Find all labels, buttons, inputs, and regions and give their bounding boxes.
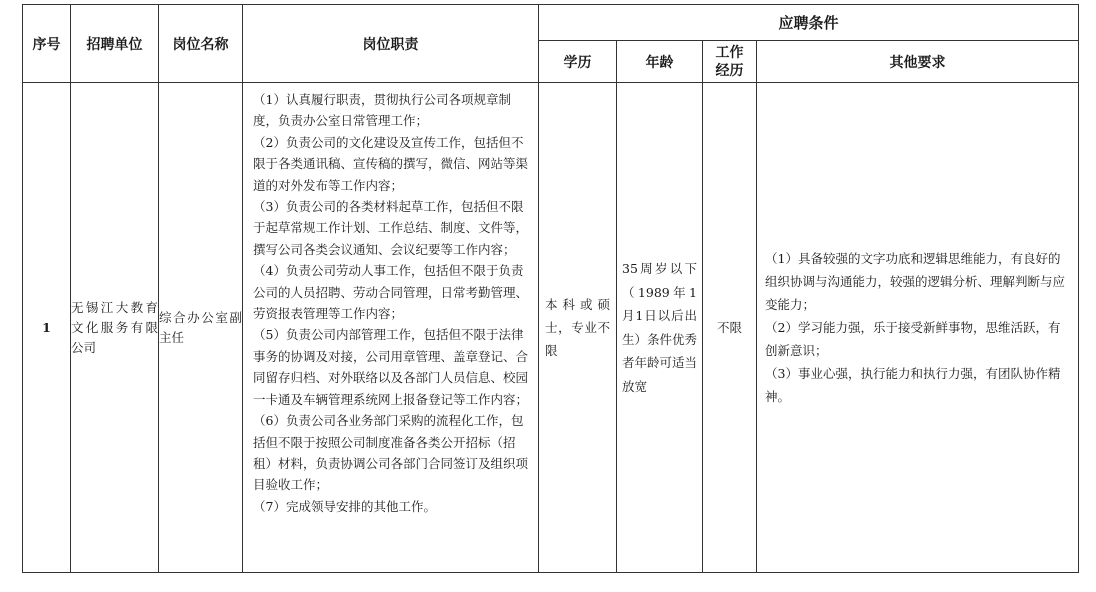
row-index: 1: [23, 83, 71, 573]
other-item: （1）具备较强的文字功底和逻辑思维能力，有良好的组织协调与沟通能力，较强的逻辑分析、理解判断与应变能力；: [765, 251, 1066, 312]
job-table-frame: [22, 4, 1079, 573]
row-duties-cell: [243, 83, 539, 573]
job-posting-table: [22, 4, 1079, 573]
header-index: 序号: [23, 5, 71, 83]
row-other-cell: [757, 83, 1079, 573]
other-requirements-list: [757, 247, 1078, 408]
header-duties: 岗位职责: [243, 5, 539, 83]
header-position: 岗位名称: [159, 5, 243, 83]
header-unit: 招聘单位: [71, 5, 159, 83]
header-other: 其他要求: [757, 41, 1079, 83]
duty-item: （2）负责公司的文化建设及宣传工作，包括但不限于各类通讯稿、宣传稿的撰写，微信、网站等渠道的对外发布等工作内容；: [253, 134, 529, 193]
duty-item: （3）负责公司的各类材料起草工作，包括但不限于起草常规工作计划、工作总结、制度、文件等，撰写公司各类会议通知、会议纪要等工作内容；: [253, 199, 529, 257]
duty-item: （7）完成领导安排的其他工作。: [253, 498, 436, 514]
row-position: 综合办公室副主任: [159, 83, 243, 573]
row-age: 35周岁以下（1989年1月1日以后出生）条件优秀者年龄可适当放宽: [622, 261, 698, 394]
header-education: 学历: [539, 41, 617, 83]
header-experience: 工作经历: [703, 41, 757, 83]
row-unit: 无锡江大教育文化服务有限公司: [71, 83, 159, 573]
header-age: 年龄: [617, 41, 703, 83]
row-education-cell: [539, 83, 617, 573]
table-row: [23, 83, 1079, 573]
duty-item: （1）认真履行职责，贯彻执行公司各项规章制度，负责办公室日常管理工作；: [253, 92, 511, 129]
row-experience: 不限: [703, 83, 757, 573]
duty-item: （4）负责公司劳动人事工作，包括但不限于负责公司的人员招聘、劳动合同管理，日常考勤管理、劳资报表管理等工作内容；: [253, 263, 529, 322]
row-education: 本科或硕士，专业不限: [545, 297, 610, 358]
header-conditions: 应聘条件: [539, 5, 1079, 41]
row-age-cell: [617, 83, 703, 573]
duties-list: [243, 83, 538, 517]
other-item: （3）事业心强，执行能力和执行力强，有团队协作精神。: [765, 366, 1061, 404]
duty-item: （6）负责公司各业务部门采购的流程化工作，包括但不限于按照公司制度准备各类公开招标（招租）材料，负责协调公司各部门合同签订及组织项目验收工作；: [253, 413, 529, 493]
duty-item: （5）负责公司内部管理工作，包括但不限于法律事务的协调及对接，公司用章管理、盖章登记、合同留存归档、对外联络以及各部门人员信息、校园一卡通及车辆管理系统网上报备登记等工作内容；: [253, 327, 529, 407]
other-item: （2）学习能力强，乐于接受新鲜事物，思维活跃，有创新意识；: [765, 320, 1061, 358]
